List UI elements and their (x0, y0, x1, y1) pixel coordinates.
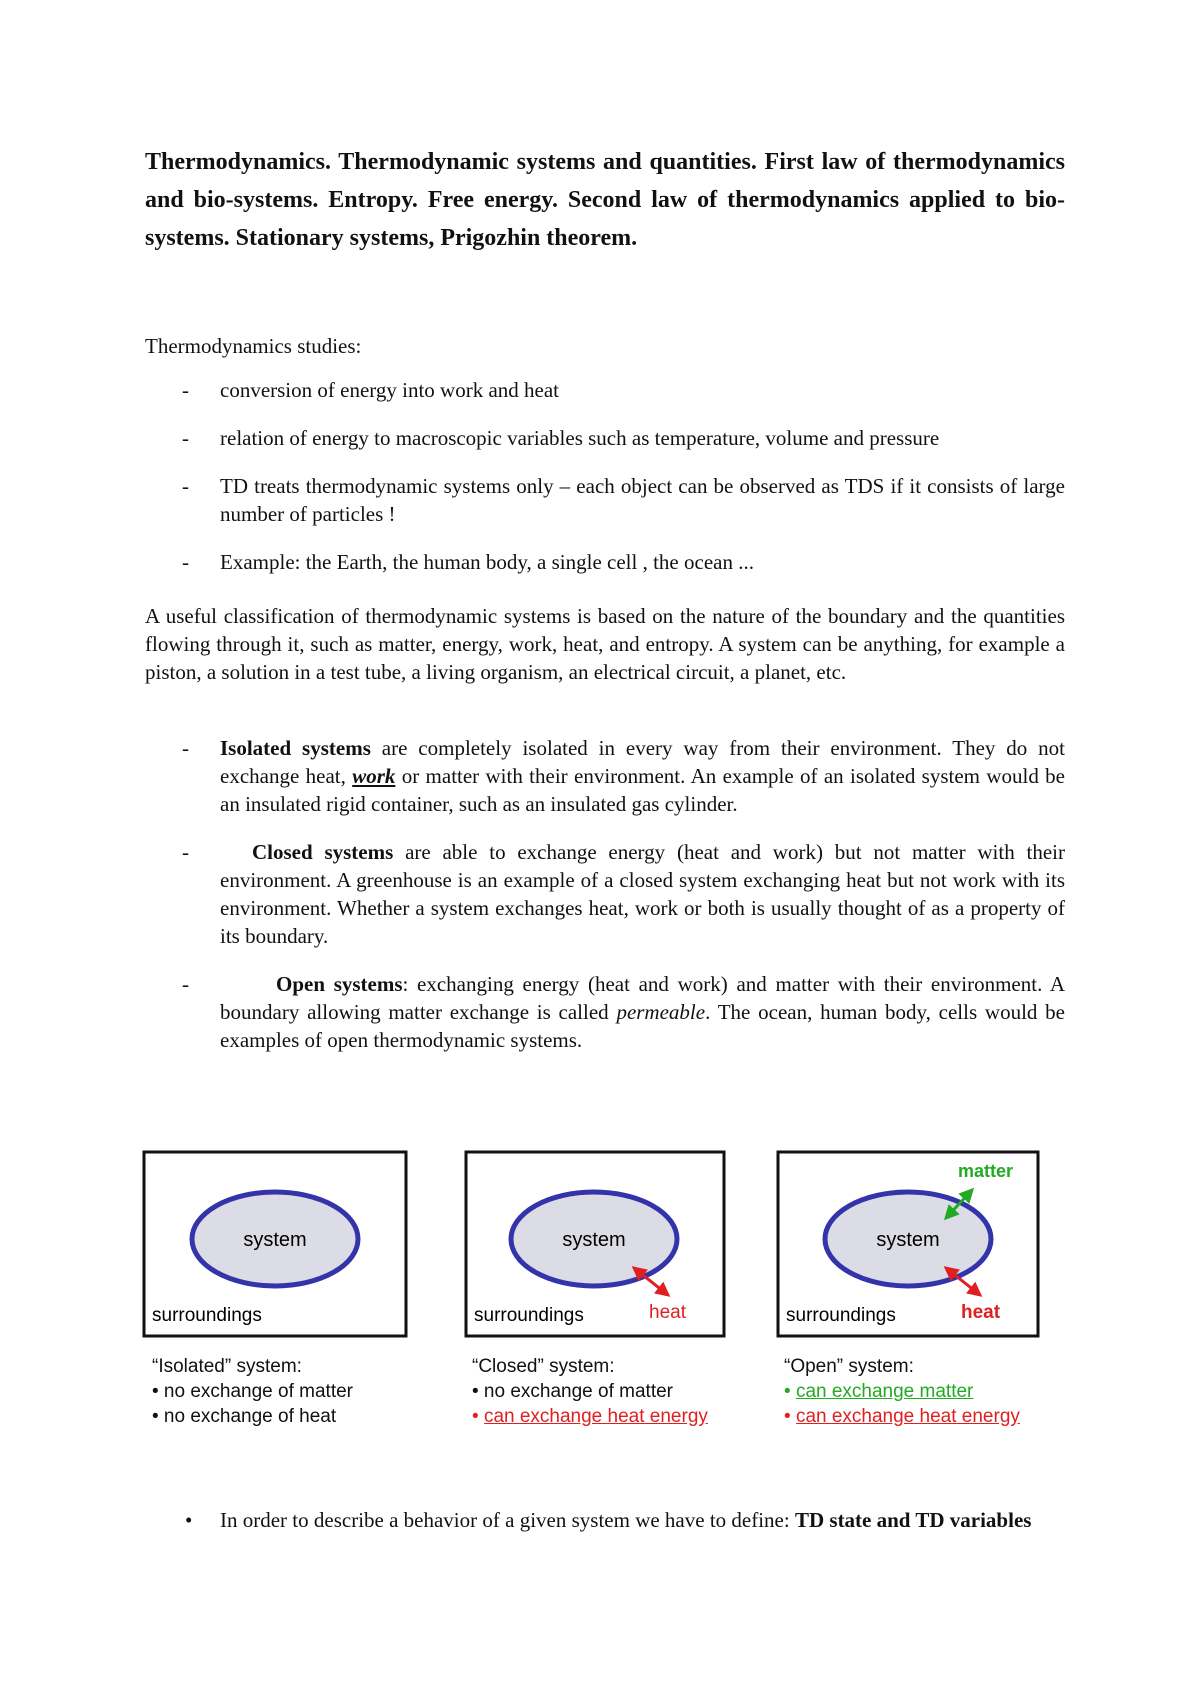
surroundings-label: surroundings (474, 1305, 584, 1326)
final-bullet-bold: TD state and TD variables (794, 1508, 1032, 1532)
open-systems-item (145, 970, 1065, 1054)
dash-marker: - (182, 378, 189, 402)
dash-marker: - (182, 736, 189, 760)
surroundings-label: surroundings (786, 1305, 896, 1326)
dash-marker: - (182, 474, 189, 498)
list-item (145, 472, 1065, 528)
dash-marker: - (182, 840, 189, 864)
surroundings-label: surroundings (152, 1305, 262, 1326)
caption-line (472, 1404, 708, 1429)
caption-highlight: can exchange heat energy (795, 1406, 1020, 1427)
permeable-term: permeable (616, 1000, 706, 1024)
caption-bullet: • (784, 1381, 796, 1402)
list-item-text: relation of energy to macroscopic variables such as temperature, volume and pressure (220, 426, 940, 450)
caption-bullet: • (784, 1406, 796, 1427)
closed-text: are able to exchange energy (heat and work) but not matter with their environment. A greenhouse is an example of a closed system exchanging heat but not work with its environment. Whether a system exchanges heat, work or both is usually thought of as a property of its boundary. (220, 840, 1065, 948)
isolated-text: are completely isolated in every way from their environment. They do not exchange heat, (220, 736, 1065, 788)
final-bullet-item (145, 1506, 1065, 1534)
page-title: Thermodynamics. Thermodynamic systems and quantities. First law of thermodynamics and bio-systems. Entropy. Free energy. Second law of thermodynamics applied to bio-systems. Stationary systems, Prigozhin theorem. (145, 149, 1065, 251)
open-text: : exchanging energy (heat and work) and matter with their environment. A boundary allowing matter exchange is called (220, 972, 1066, 1024)
heat-label: heat (649, 1302, 686, 1323)
heat-label: heat (961, 1302, 1001, 1323)
isolated-system-diagram (144, 1152, 406, 1336)
system-label: system (562, 1229, 626, 1251)
dash-marker: - (182, 972, 189, 996)
system-types-list (145, 734, 1065, 1074)
isolated-term: Isolated systems (220, 736, 371, 760)
list-item (145, 376, 1065, 404)
caption-title: “Isolated” system: (152, 1356, 302, 1377)
classification-paragraph: A useful classification of thermodynamic systems is based on the nature of the boundary and the quantities flowing through it, such as matter, energy, work, heat, and entropy. A system can be anything, for example a piston, a solution in a test tube, a living organism, an electrical circuit, a planet, etc. (145, 604, 1065, 684)
work-term: work (352, 764, 396, 788)
caption-line: • no exchange of matter (152, 1381, 353, 1402)
system-label: system (243, 1229, 307, 1251)
caption-title: “Open” system: (784, 1356, 914, 1377)
list-item (145, 548, 1065, 576)
caption-highlight: can exchange heat energy (483, 1406, 708, 1427)
closed-caption (472, 1354, 708, 1429)
caption-line (784, 1404, 1020, 1429)
closed-systems-item (145, 838, 1065, 950)
final-bullet-text (220, 1506, 1065, 1534)
open-term: Open systems (276, 972, 403, 996)
intro-text: Thermodynamics studies: (145, 334, 362, 358)
caption-line: • no exchange of matter (472, 1381, 673, 1402)
isolated-systems-item (145, 734, 1065, 818)
matter-label: matter (958, 1161, 1014, 1181)
open-system-diagram (778, 1152, 1038, 1336)
caption-title: “Closed” system: (472, 1356, 615, 1377)
caption-highlight: can exchange matter (795, 1381, 974, 1402)
isolated-text-cont: or matter with their environment. An example of an isolated system would be an insulated rigid container, such as an insulated gas cylinder. (220, 764, 1065, 816)
closed-system-diagram (466, 1152, 724, 1336)
bullet-marker: • (185, 1508, 193, 1532)
list-item-text: Example: the Earth, the human body, a single cell , the ocean ... (220, 550, 754, 574)
open-text-cont: . The ocean, human body, cells would be examples of open thermodynamic systems. (220, 1000, 1065, 1052)
studies-list (145, 376, 1065, 596)
caption-line (784, 1379, 1020, 1404)
list-item-text: conversion of energy into work and heat (220, 378, 560, 402)
caption-line: • no exchange of heat (152, 1406, 337, 1427)
dash-marker: - (182, 550, 189, 574)
isolated-caption (152, 1354, 353, 1429)
list-item-text: TD treats thermodynamic systems only – each object can be observed as TDS if it consists of large number of particles ! (220, 474, 1065, 526)
closed-term: Closed systems (252, 840, 394, 864)
open-caption (784, 1354, 1020, 1429)
list-item (145, 424, 1065, 452)
final-bullet-plain: In order to describe a behavior of a given system we have to define: (220, 1508, 795, 1532)
system-types-diagram (142, 1150, 1082, 1340)
caption-bullet: • (472, 1406, 484, 1427)
dash-marker: - (182, 426, 189, 450)
system-label: system (876, 1229, 940, 1251)
